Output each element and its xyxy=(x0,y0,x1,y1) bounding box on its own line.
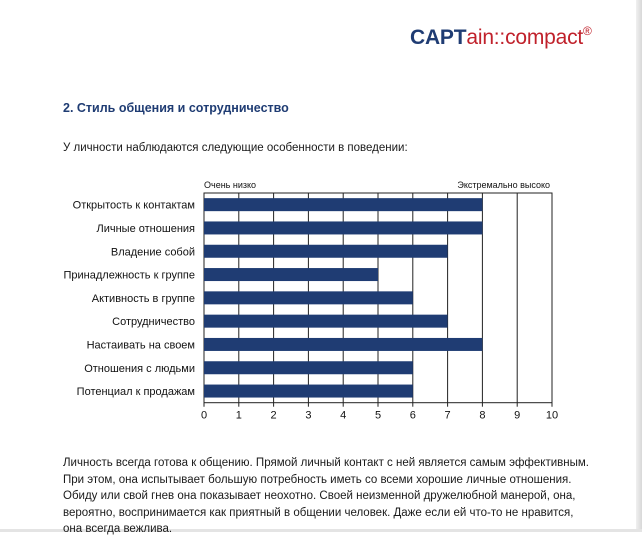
category-label: Владение собой xyxy=(110,246,195,259)
section-title: 2. Стиль общения и сотрудничество xyxy=(63,101,289,115)
bar xyxy=(204,361,413,374)
scale-high-label: Экстремально высоко xyxy=(457,180,550,190)
tick-label: 6 xyxy=(409,409,416,422)
intro-text: У личности наблюдаются следующие особенности в поведении: xyxy=(63,142,408,154)
scale-low-label: Очень низко xyxy=(204,180,257,190)
bar xyxy=(204,385,413,398)
category-label: Активность в группе xyxy=(91,292,195,305)
category-label: Принадлежность к группе xyxy=(63,269,195,282)
category-label: Сотрудничество xyxy=(112,316,195,329)
logo-mark: ® xyxy=(583,24,592,38)
tick-label: 3 xyxy=(305,409,312,422)
description-paragraph: Личность всегда готова к общению. Прямой личный контакт с ней является самым эффективным. При этом, она испытывает большую потребность иметь со всеми хорошие личные отношения. Обиду или свой гнев она показывает неохотно. Своей неизменной дружелюбной манерой, она, вероятно, воспринимается как приятный в общении человек. Даже если ей что-то не нравится, она всегда вежлива. xyxy=(63,457,589,535)
category-label: Личные отношения xyxy=(96,222,195,235)
tick-label: 0 xyxy=(200,409,208,422)
tick-label: 10 xyxy=(545,409,559,422)
tick-label: 4 xyxy=(340,409,347,422)
logo-bold: CAPT xyxy=(410,26,467,49)
bar xyxy=(204,245,448,258)
tick-label: 9 xyxy=(514,409,521,422)
category-label: Отношения с людьми xyxy=(84,362,195,375)
tick-label: 8 xyxy=(479,409,486,422)
category-label: Открытость к контактам xyxy=(72,199,195,212)
tick-label: 5 xyxy=(374,409,382,422)
logo-rest: ain::compact xyxy=(466,26,584,49)
bar xyxy=(204,291,413,304)
bar xyxy=(204,268,378,281)
bar xyxy=(204,338,482,351)
tick-label: 2 xyxy=(270,409,277,422)
category-label: Потенциал к продажам xyxy=(76,386,195,399)
bar xyxy=(204,198,482,211)
tick-label: 7 xyxy=(444,409,451,422)
category-label: Настаивать на своем xyxy=(86,339,195,352)
bar xyxy=(204,221,482,234)
tick-label: 1 xyxy=(235,409,242,422)
bar xyxy=(204,315,448,328)
